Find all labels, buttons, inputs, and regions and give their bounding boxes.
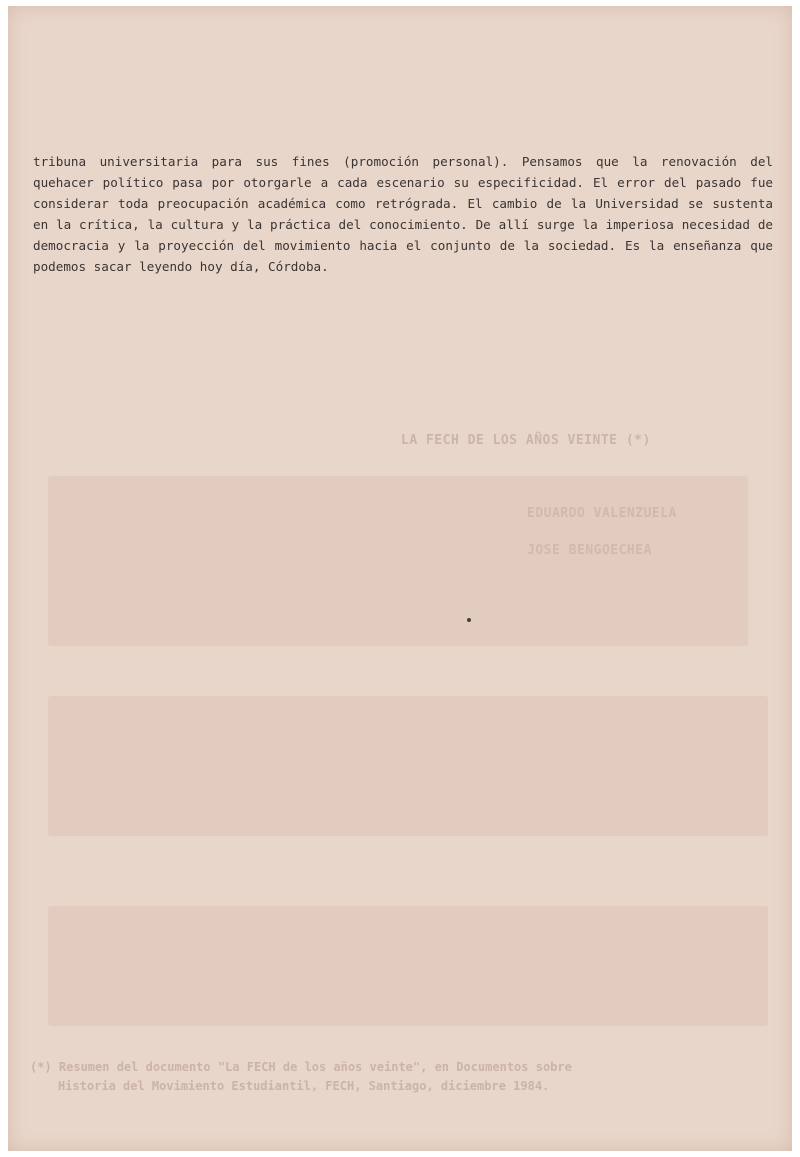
- footnote: [30, 1058, 770, 1096]
- bleed-through-stain: [48, 696, 768, 836]
- footnote-line-2: Historia del Movimiento Estudiantil, FECH, Santiago, diciembre 1984.: [58, 1079, 550, 1093]
- body-paragraph: tribuna universitaria para sus fines (promoción personal). Pensamos que la renovación del quehacer político pasa por otorgarle a cada escenario su especificidad. El error del pasado fue considerar toda preocupación académica como retrógrada. El cambio de la Universidad se sustenta en la crítica, la cultura y la práctica del conocimiento. De allí surge la imperiosa necesidad de democracia y la proyección del movimiento hacia el conjunto de la sociedad. Es la enseñanza que podemos sacar leyendo hoy día, Córdoba.: [33, 154, 773, 274]
- document-page: [8, 6, 792, 1151]
- show-through-author-2: JOSE BENGOECHEA: [527, 543, 652, 558]
- ink-dot: [467, 618, 471, 622]
- show-through-author-1: EDUARDO VALENZUELA: [527, 506, 677, 521]
- show-through-heading: LA FECH DE LOS AÑOS VEINTE (*): [401, 433, 651, 448]
- footnote-line-1: (*) Resumen del documento "La FECH de los años veinte", en Documentos sobre: [30, 1060, 572, 1074]
- bleed-through-stain: [48, 476, 748, 646]
- bleed-through-stain: [48, 906, 768, 1026]
